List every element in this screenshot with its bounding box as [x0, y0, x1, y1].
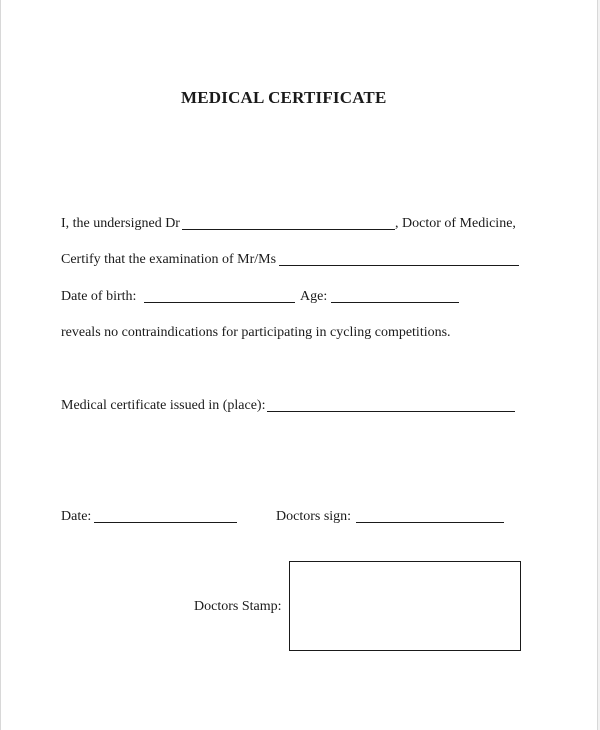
doctors-stamp-label: Doctors Stamp: [194, 599, 282, 614]
doctors-sign-field[interactable] [356, 522, 504, 523]
certify-label: Certify that the examination of Mr/Ms [61, 252, 277, 267]
page-title: MEDICAL CERTIFICATE [181, 88, 387, 107]
undersigned-label: I, the undersigned Dr [61, 216, 180, 231]
doctors-stamp-box[interactable] [289, 561, 521, 651]
issued-place-field[interactable] [267, 411, 515, 412]
contraindications-statement: reveals no contraindications for participating in cycling competitions. [61, 325, 451, 340]
doctors-sign-label: Doctors sign: [276, 509, 352, 524]
date-field[interactable] [94, 522, 237, 523]
age-field[interactable] [331, 302, 459, 303]
issued-place-label: Medical certificate issued in (place): [61, 398, 266, 413]
doctor-of-medicine-label: , Doctor of Medicine, [395, 216, 516, 231]
age-label: Age: [300, 289, 328, 304]
dob-label: Date of birth: [61, 289, 137, 304]
patient-name-field[interactable] [279, 265, 519, 266]
doctor-name-field[interactable] [182, 229, 395, 230]
date-label: Date: [61, 509, 92, 524]
dob-field[interactable] [144, 302, 295, 303]
